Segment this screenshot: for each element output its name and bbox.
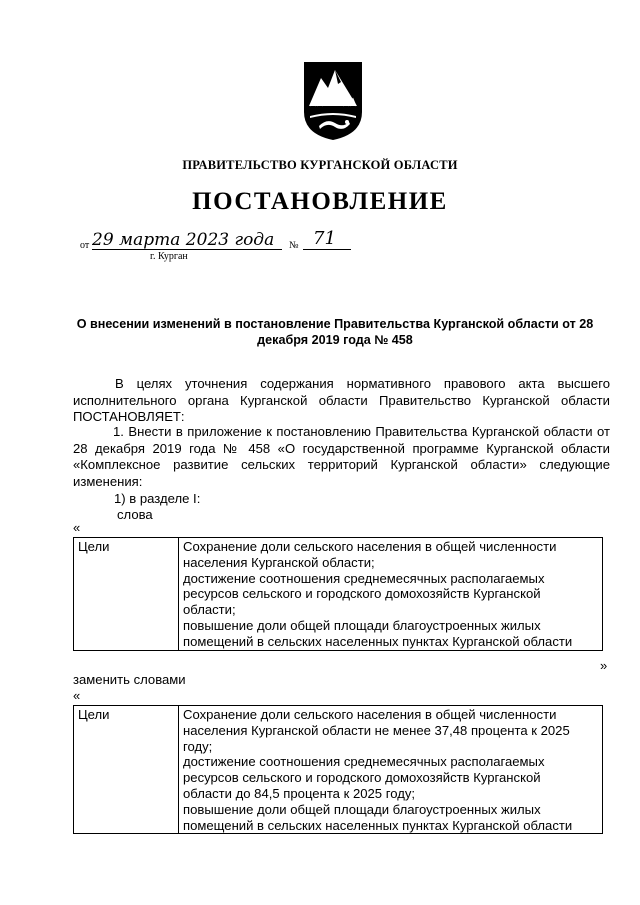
goals-line: ресурсов сельского и городского домохозяйств Курганской — [183, 586, 541, 602]
goals-line: году; — [183, 738, 213, 754]
goals-line: Сохранение доли сельского населения в общей численности — [183, 707, 557, 722]
goals-line: повышение доли общей площади благоустроенных жилых — [183, 801, 541, 817]
goals-line: ресурсов сельского и городского домохозяйств Курганской — [183, 770, 541, 786]
goals-line: области; — [183, 602, 236, 618]
goals-line: населения Курганской области; — [183, 554, 375, 570]
goals-label-cell: Цели — [74, 538, 179, 651]
goals-text-cell — [179, 538, 603, 651]
goals-line: повышение доли общей площади благоустроенных жилых — [183, 617, 541, 633]
goals-line: помещений в сельских населенных пунктах Курганской области — [183, 633, 573, 649]
subitem-1: 1) в разделе I: — [114, 491, 201, 506]
goals-line: помещений в сельских населенных пунктах Курганской области — [183, 817, 573, 833]
coat-of-arms-emblem — [301, 60, 365, 142]
replace-label: заменить словами — [73, 672, 186, 687]
goals-line: достижение соотношения среднемесячных располагаемых — [183, 754, 545, 770]
closing-quote: » — [600, 658, 608, 673]
number-prefix: № — [289, 240, 299, 251]
date-prefix: от — [80, 240, 90, 251]
goals-line: достижение соотношения среднемесячных располагаемых — [183, 570, 545, 586]
handwritten-number: 71 — [313, 228, 336, 249]
table-row — [74, 538, 603, 651]
opening-quote: « — [73, 520, 81, 535]
old-goals-table — [73, 537, 603, 651]
government-name: ПРАВИТЕЛЬСТВО КУРГАНСКОЙ ОБЛАСТИ — [182, 158, 458, 172]
document-type-heading: ПОСТАНОВЛЕНИЕ — [192, 188, 448, 215]
new-goals-table — [73, 705, 603, 834]
handwritten-date: 29 марта 2023 года — [92, 230, 275, 250]
goals-line: населения Курганской области не менее 37,48 процента к 2025 — [183, 722, 570, 738]
document-title: О внесении изменений в постановление Правительства Курганской области от 28 декабря 2019 года № 458 — [76, 317, 594, 347]
intro-paragraph: В целях уточнения содержания нормативного правового акта высшего исполнительного органа Курганской области Правительство Курганской области ПОСТАНОВЛЯЕТ: — [73, 376, 610, 424]
number-underline — [303, 249, 351, 250]
goals-line: Сохранение доли сельского населения в общей численности — [183, 539, 557, 554]
goals-text-cell — [179, 706, 603, 834]
date-number-block — [80, 228, 380, 272]
table-row — [74, 706, 603, 834]
words-label: слова — [117, 507, 153, 522]
city-label: г. Курган — [150, 251, 188, 262]
opening-quote: « — [73, 688, 81, 703]
goals-line: области до 84,5 процента к 2025 году; — [183, 785, 416, 801]
date-underline — [92, 249, 282, 250]
item-1-paragraph: 1. Внести в приложение к постановлению Правительства Курганской области от 28 декабря 2019 года № 458 «О государственной программе Курганской области «Комплексное развитие сельских территорий Курганской области» следующие изменения: — [73, 424, 610, 489]
goals-label-cell: Цели — [74, 706, 179, 834]
